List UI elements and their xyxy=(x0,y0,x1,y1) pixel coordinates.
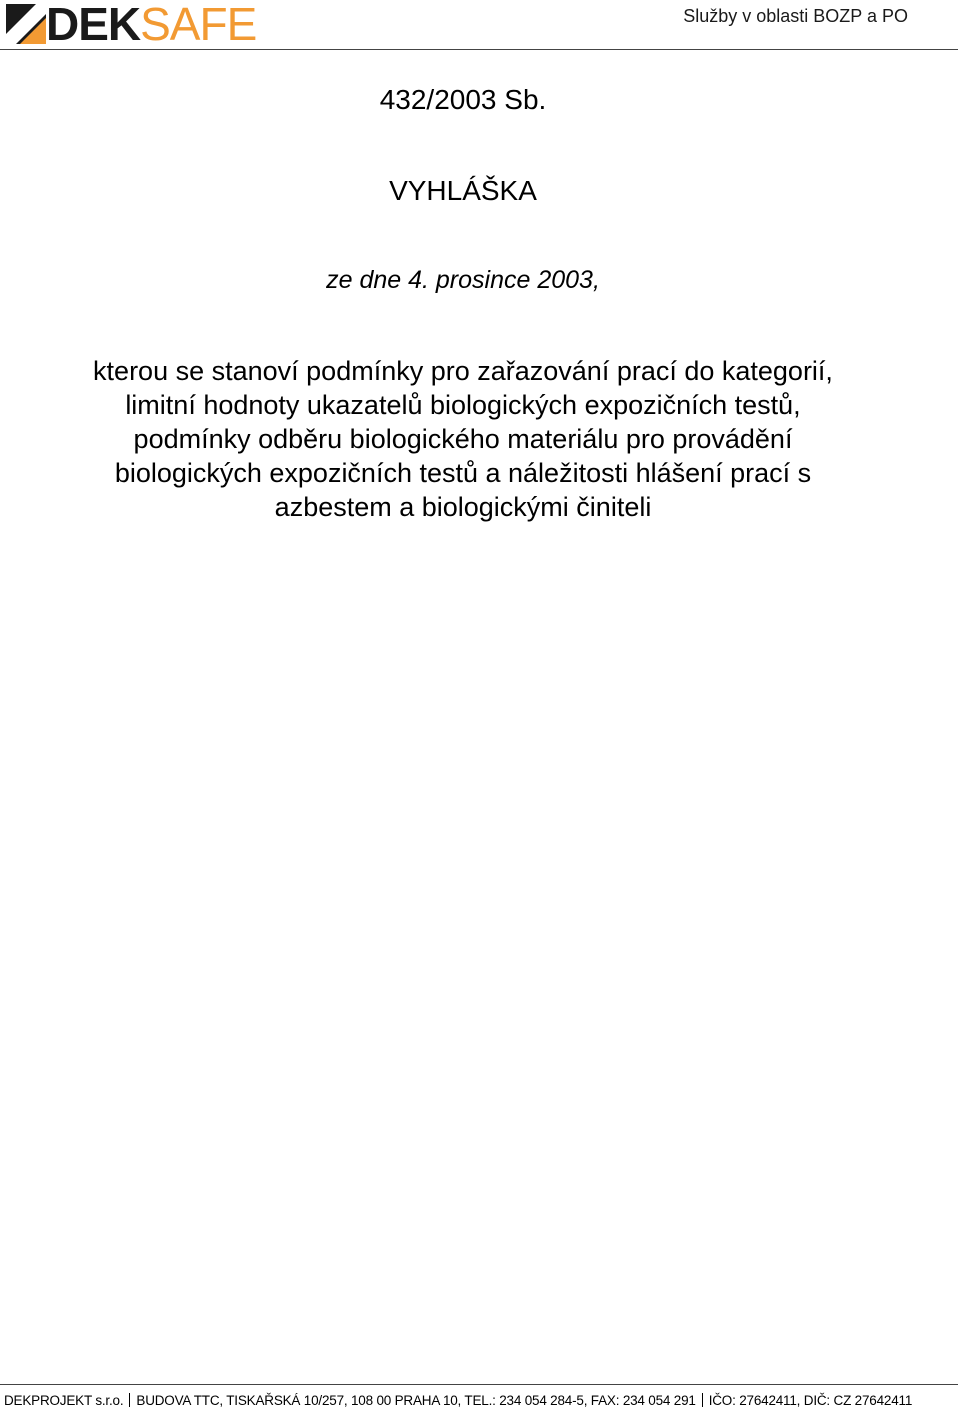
document-description xyxy=(0,354,926,524)
page-footer xyxy=(4,1393,912,1408)
description-line: limitní hodnoty ukazatelů biologických expozičních testů, xyxy=(125,390,801,420)
footer-divider xyxy=(0,1384,958,1385)
page-header xyxy=(0,0,960,52)
description-line: azbestem a biologickými činiteli xyxy=(274,492,652,522)
logo-safe: SAFE xyxy=(140,0,257,50)
document-kind: VYHLÁŠKA xyxy=(389,175,537,206)
footer-address: BUDOVA TTC, TISKAŘSKÁ 10/257, 108 00 PRAHA 10, TEL.: 234 054 284-5, FAX: 234 054 291 xyxy=(136,1393,696,1408)
dek-safe-logo xyxy=(6,0,257,50)
document-number: 432/2003 Sb. xyxy=(379,84,547,115)
footer-company: DEKPROJEKT s.r.o. xyxy=(4,1393,124,1408)
description-line: podmínky odběru biologického materiálu pro provádění xyxy=(133,424,793,454)
document-date: ze dne 4. prosince 2003, xyxy=(326,266,600,294)
logo-mark-icon xyxy=(6,4,46,44)
footer-separator xyxy=(702,1393,703,1407)
header-tagline: Služby v oblasti BOZP a PO xyxy=(683,6,908,26)
header-divider xyxy=(0,49,958,50)
logo-wordmark xyxy=(46,0,257,50)
logo-dek: DEK xyxy=(46,0,141,50)
footer-ids: IČO: 27642411, DIČ: CZ 27642411 xyxy=(708,1393,913,1408)
description-line: kterou se stanoví podmínky pro zařazování prací do kategorií, xyxy=(93,356,833,386)
description-line: biologických expozičních testů a náležitosti hlášení prací s xyxy=(114,458,812,488)
footer-separator xyxy=(129,1393,130,1407)
